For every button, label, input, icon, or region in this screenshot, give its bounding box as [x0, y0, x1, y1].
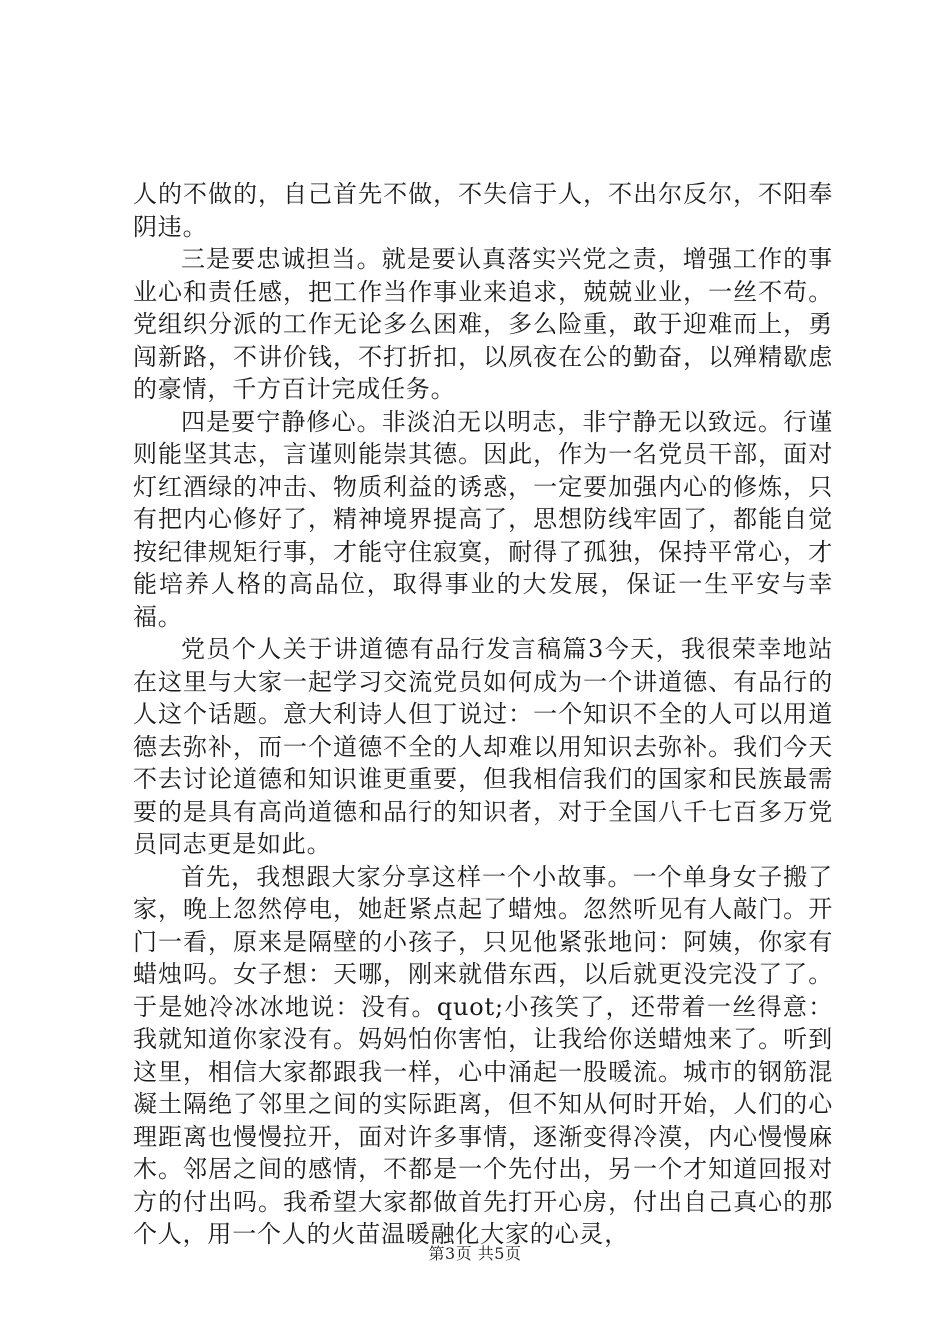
paragraph-speech-3: 党员个人关于讲道德有品行发言稿篇3今天，我很荣幸地站在这里与大家一起学习交流党员如何成为一个讲道德、有品行的人这个话题。意大利诗人但丁说过：一个知识不全的人可以用道德去弥补，而一个道德不全的人却难以用知识去弥补。我们今天不去讨论道德和知识谁更重要，但我相信我们的国家和民族最需要的是具有高尚道德和品行的知识者，对于全国八千七百多万党员同志更是如此。 [133, 635, 833, 858]
paragraph-loyalty: 三是要忠诚担当。就是要认真落实兴党之责，增强工作的事业心和责任感，把工作当作事业来追求，兢兢业业，一丝不苟。党组织分派的工作无论多么困难，多么险重，敢于迎难而上，勇闯新路，不讲价钱，不打折扣，以夙夜在公的勤奋，以殚精歇虑的豪情，千方百计完成任务。 [133, 245, 833, 403]
paragraph-tranquility: 四是要宁静修心。非淡泊无以明志，非宁静无以致远。行谨则能坚其志，言谨则能崇其德。因此，作为一名党员干部，面对灯红酒绿的冲击、物质利益的诱惑，一定要加强内心的修炼，只有把内心修好了，精神境界提高了，思想防线牢固了，都能自觉按纪律规矩行事，才能守住寂寞，耐得了孤独，保持平常心，才能培养人格的高品位，取得事业的大发展，保证一生平安与幸福。 [133, 407, 833, 631]
paragraph-continuation: 人的不做的，自己首先不做，不失信于人，不出尔反尔，不阳奉阴违。 [133, 180, 833, 241]
document-body [133, 178, 833, 1251]
paragraph-story: 首先，我想跟大家分享这样一个小故事。一个单身女子搬了家，晚上忽然停电，她赶紧点起了蜡烛。忽然听见有人敲门。开门一看，原来是隔壁的小孩子，只见他紧张地问：阿姨，你家有蜡烛吗。女子想：天哪，刚来就借东西，以后就更没完没了了。于是她冷冰冰地说：没有。quot;小孩笑了，还带着一丝得意：我就知道你家没有。妈妈怕你害怕，让我给你送蜡烛来了。听到这里，相信大家都跟我一样，心中涌起一股暖流。城市的钢筋混凝土隔绝了邻里之间的实际距离，但不知从何时开始，人们的心理距离也慢慢拉开，面对许多事情，逐渐变得冷漠，内心慢慢麻木。邻居之间的感情，不都是一个先付出，另一个才知道回报对方的付出吗。我希望大家都做首先打开心房，付出自己真心的那个人，用一个人的火苗温暖融化大家的心灵， [133, 862, 833, 1248]
page-number-footer: 第3页 共5页 [428, 1244, 522, 1263]
